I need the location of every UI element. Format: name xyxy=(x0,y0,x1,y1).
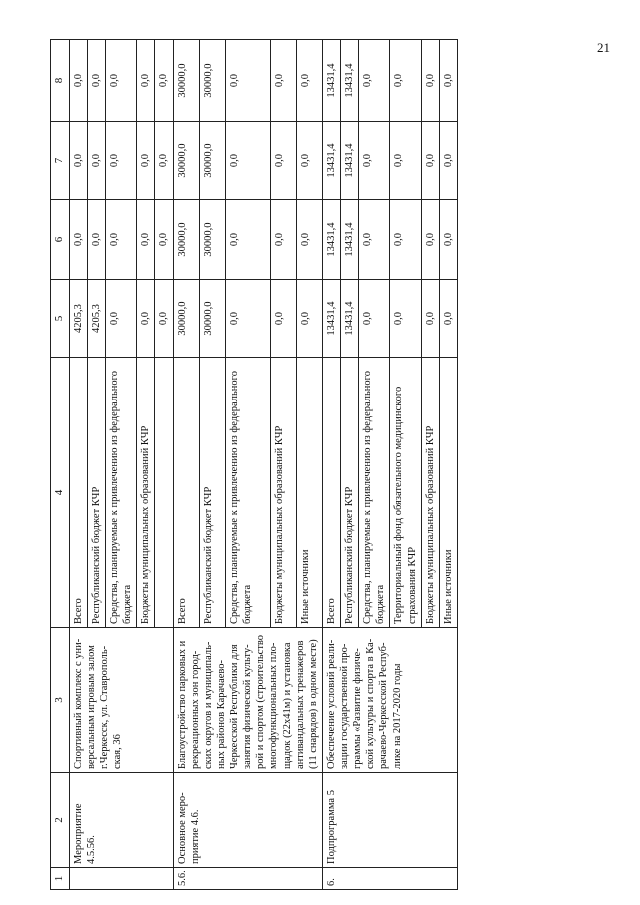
funding-source-cell: Территориальный фонд обязательного медицинского страхования КЧР xyxy=(390,358,421,628)
amount-cell: 0,0 xyxy=(359,122,390,200)
measure-description-cell: Обеспечение условий реали-зации государственной про-граммы «Развитие физиче-ской культуры и спорта в Ка-рачаево-Черкесской Респуб-лике на 2017-2020 годы xyxy=(322,628,457,773)
amount-cell: 0,0 xyxy=(390,200,421,280)
column-header: 1 xyxy=(51,868,70,890)
amount-cell: 13431,4 xyxy=(341,200,359,280)
amount-cell: 0,0 xyxy=(225,280,270,358)
funding-source-cell: Всего xyxy=(69,358,87,628)
amount-cell: 13431,4 xyxy=(341,280,359,358)
amount-cell: 0,0 xyxy=(225,200,270,280)
amount-cell: 0,0 xyxy=(439,122,457,200)
measure-name-cell: Основное меро-приятие 4.6. xyxy=(173,773,322,868)
measure-name-cell: Подпрограмма 5 xyxy=(322,773,457,868)
amount-cell: 30000,0 xyxy=(199,40,225,122)
funding-source-cell: Бюджеты муниципальных образований КЧР xyxy=(421,358,439,628)
amount-cell: 0,0 xyxy=(296,200,322,280)
amount-cell: 0,0 xyxy=(390,122,421,200)
amount-cell: 30000,0 xyxy=(173,122,199,200)
amount-cell: 30000,0 xyxy=(199,280,225,358)
column-header: 5 xyxy=(51,280,70,358)
measure-description-cell: Благоустройство парковых и рекреационных зон город-ских округов и муниципаль-ных районов Карачаево-Черкесской Республики для занятия физической культу-рой и спортом (строительство многофункциональных пло-щадок (22х41м) и установка антивандальных тренажеров (11 снарядов) в одном месте) xyxy=(173,628,322,773)
table-row xyxy=(322,40,340,890)
amount-cell: 0,0 xyxy=(69,40,87,122)
column-header: 4 xyxy=(51,358,70,628)
amount-cell: 0,0 xyxy=(359,40,390,122)
measure-description-cell: Спортивный комплекс с уни-версальным игровым залом г.Черкесск, ул. Ставрополь-ская, 36 xyxy=(69,628,173,773)
table-body xyxy=(69,40,457,890)
amount-cell: 0,0 xyxy=(137,40,155,122)
amount-cell: 13431,4 xyxy=(322,200,340,280)
funding-source-cell: Средства, планируемые к привлечению из федерального бюджета xyxy=(359,358,390,628)
amount-cell: 0,0 xyxy=(421,280,439,358)
amount-cell: 0,0 xyxy=(359,200,390,280)
amount-cell: 0,0 xyxy=(270,200,296,280)
amount-cell: 0,0 xyxy=(69,122,87,200)
amount-cell: 4205,3 xyxy=(69,280,87,358)
amount-cell: 0,0 xyxy=(87,200,105,280)
amount-cell: 0,0 xyxy=(87,122,105,200)
amount-cell: 0,0 xyxy=(137,280,155,358)
row-number-cell xyxy=(69,868,173,890)
funding-source-cell: Средства, планируемые к привлечению из федерального бюджета xyxy=(106,358,137,628)
row-number-cell: 6. xyxy=(322,868,457,890)
amount-cell: 4205,3 xyxy=(87,280,105,358)
amount-cell: 0,0 xyxy=(390,40,421,122)
funding-source-cell: Всего xyxy=(173,358,199,628)
amount-cell: 0,0 xyxy=(296,122,322,200)
amount-cell: 0,0 xyxy=(390,280,421,358)
amount-cell: 13431,4 xyxy=(322,40,340,122)
amount-cell: 0,0 xyxy=(137,200,155,280)
amount-cell: 0,0 xyxy=(270,280,296,358)
amount-cell: 0,0 xyxy=(421,122,439,200)
column-header: 6 xyxy=(51,200,70,280)
funding-table xyxy=(50,39,458,890)
amount-cell: 0,0 xyxy=(270,40,296,122)
funding-source-cell: Всего xyxy=(322,358,340,628)
amount-cell: 30000,0 xyxy=(173,200,199,280)
amount-cell: 0,0 xyxy=(225,40,270,122)
amount-cell: 30000,0 xyxy=(173,280,199,358)
amount-cell: 0,0 xyxy=(155,122,173,200)
amount-cell: 0,0 xyxy=(270,122,296,200)
amount-cell: 0,0 xyxy=(155,280,173,358)
row-number-cell: 5.6. xyxy=(173,868,322,890)
funding-source-cell: Республиканский бюджет КЧР xyxy=(341,358,359,628)
funding-source-cell: Бюджеты муниципальных образований КЧР xyxy=(137,358,155,628)
amount-cell: 13431,4 xyxy=(322,280,340,358)
funding-source-cell: Средства, планируемые к привлечению из федерального бюджета xyxy=(225,358,270,628)
rotated-page xyxy=(50,40,490,890)
column-header: 8 xyxy=(51,40,70,122)
column-header: 7 xyxy=(51,122,70,200)
amount-cell: 0,0 xyxy=(359,280,390,358)
amount-cell: 0,0 xyxy=(106,280,137,358)
amount-cell: 0,0 xyxy=(106,122,137,200)
table-row xyxy=(69,40,87,890)
amount-cell: 0,0 xyxy=(155,200,173,280)
table-row xyxy=(173,40,199,890)
funding-source-cell: Республиканский бюджет КЧР xyxy=(87,358,105,628)
measure-name-cell: Мероприятие 4.5.56. xyxy=(69,773,173,868)
page-number: 21 xyxy=(597,40,610,55)
amount-cell: 0,0 xyxy=(439,200,457,280)
amount-cell: 0,0 xyxy=(421,200,439,280)
amount-cell: 0,0 xyxy=(87,40,105,122)
amount-cell: 13431,4 xyxy=(322,122,340,200)
amount-cell: 30000,0 xyxy=(199,122,225,200)
amount-cell: 0,0 xyxy=(155,40,173,122)
amount-cell: 0,0 xyxy=(106,40,137,122)
amount-cell: 0,0 xyxy=(106,200,137,280)
funding-source-cell xyxy=(155,358,173,628)
amount-cell: 30000,0 xyxy=(199,200,225,280)
amount-cell: 30000,0 xyxy=(173,40,199,122)
funding-source-cell: Иные источники xyxy=(439,358,457,628)
amount-cell: 0,0 xyxy=(69,200,87,280)
column-header: 2 xyxy=(51,773,70,868)
amount-cell: 0,0 xyxy=(439,40,457,122)
amount-cell: 0,0 xyxy=(137,122,155,200)
funding-source-cell: Республиканский бюджет КЧР xyxy=(199,358,225,628)
amount-cell: 0,0 xyxy=(439,280,457,358)
amount-cell: 0,0 xyxy=(296,40,322,122)
amount-cell: 13431,4 xyxy=(341,122,359,200)
funding-source-cell: Иные источники xyxy=(296,358,322,628)
amount-cell: 0,0 xyxy=(296,280,322,358)
column-number-row xyxy=(51,40,70,890)
amount-cell: 0,0 xyxy=(225,122,270,200)
funding-source-cell: Бюджеты муниципальных образований КЧР xyxy=(270,358,296,628)
amount-cell: 13431,4 xyxy=(341,40,359,122)
column-header: 3 xyxy=(51,628,70,773)
amount-cell: 0,0 xyxy=(421,40,439,122)
